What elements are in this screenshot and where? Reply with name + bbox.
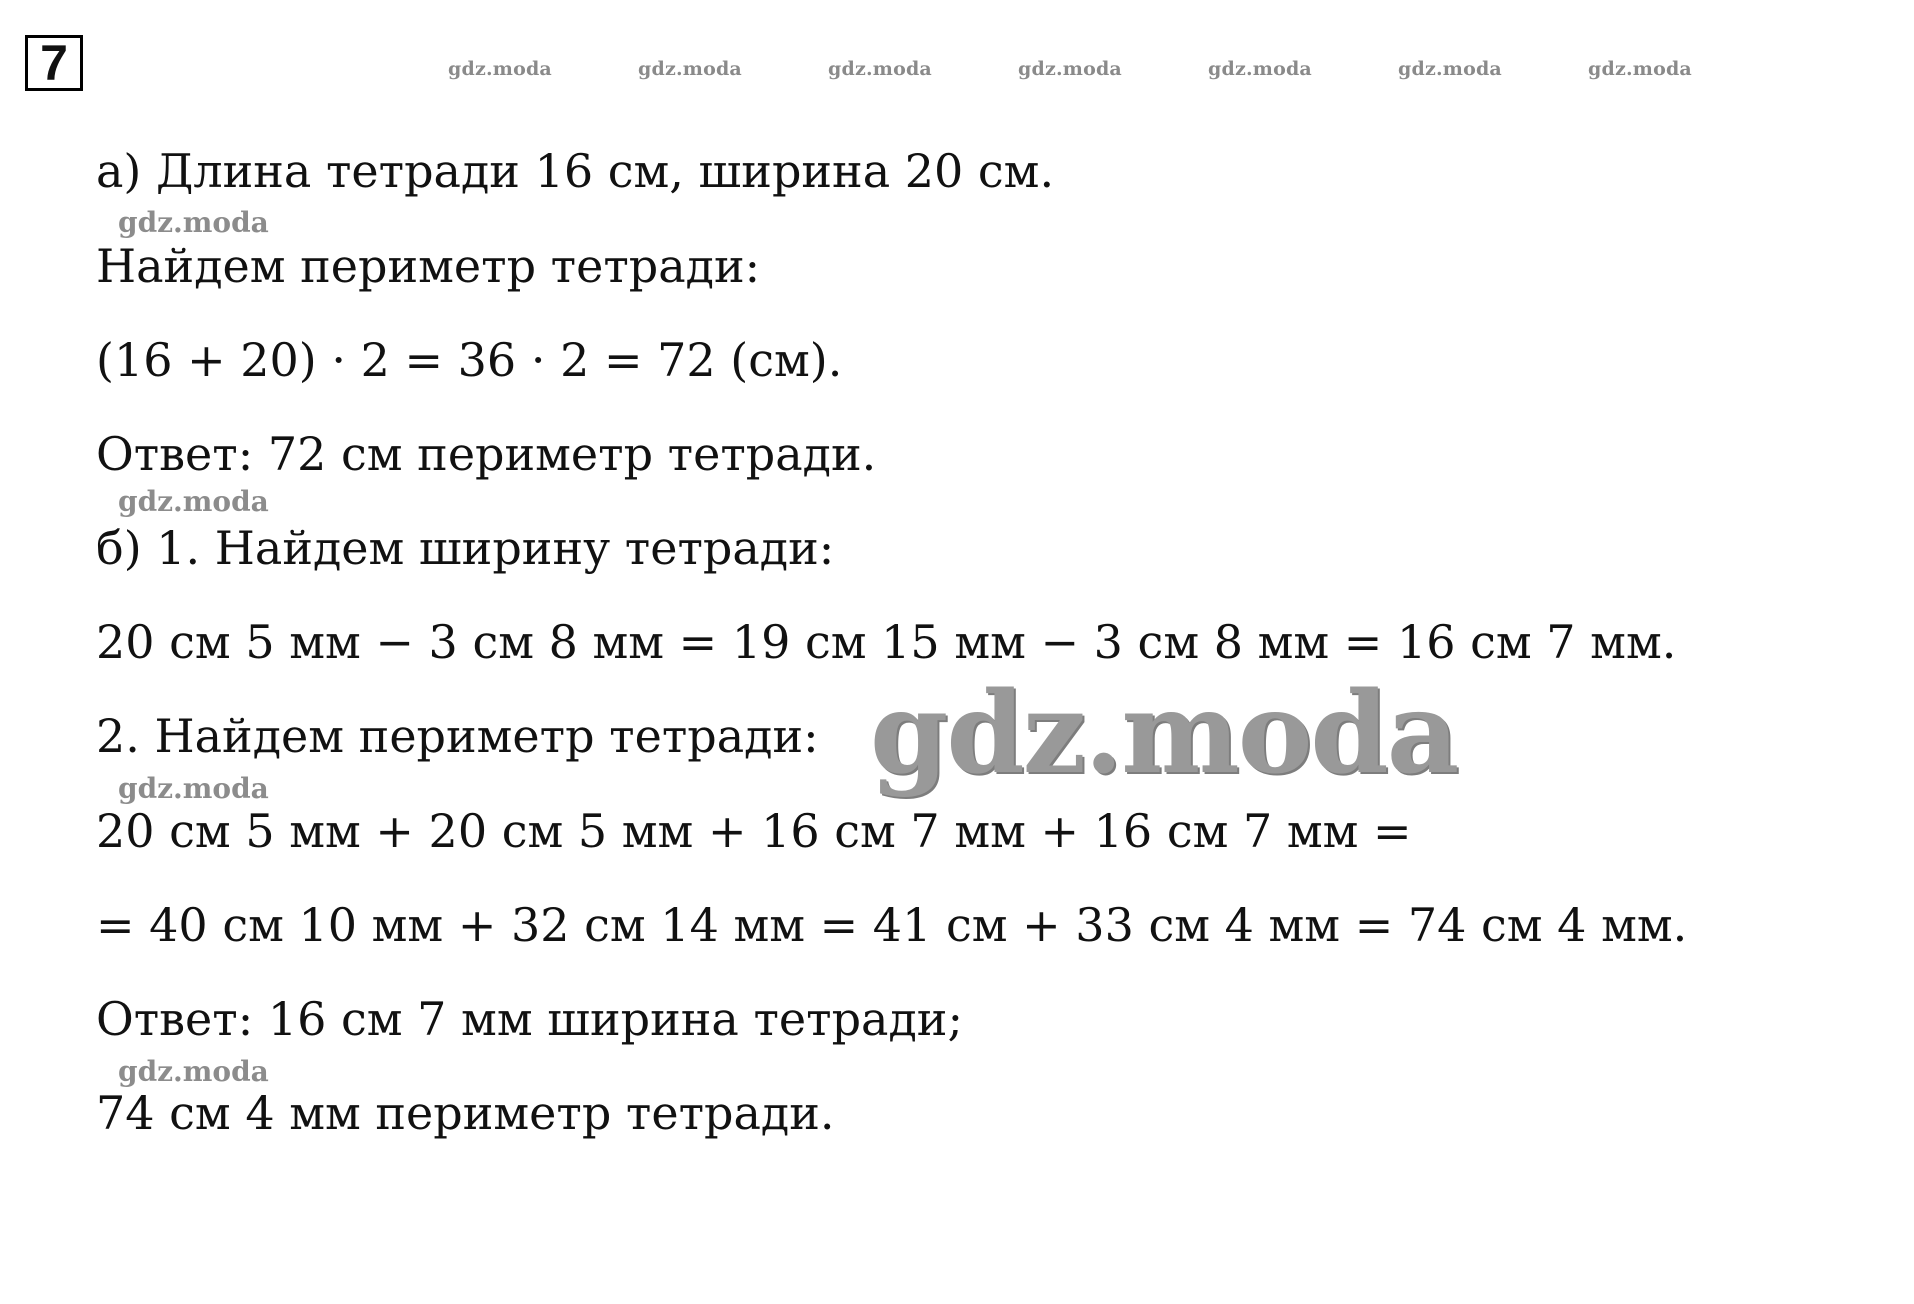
solution-line-4: Ответ: 72 см периметр тетради.	[96, 427, 877, 481]
watermark-large: gdz.moda	[870, 668, 1458, 799]
watermark-top-1: gdz.moda	[448, 58, 552, 80]
solution-line-10: Ответ: 16 см 7 мм ширина тетради;	[96, 992, 963, 1046]
watermark-side-3: gdz.moda	[118, 772, 269, 805]
watermark-side-1: gdz.moda	[118, 206, 269, 239]
watermark-side-4: gdz.moda	[118, 1055, 269, 1088]
solution-line-1: а) Длина тетради 16 см, ширина 20 см.	[96, 144, 1055, 198]
solution-line-11: 74 см 4 мм периметр тетради.	[96, 1086, 835, 1140]
solution-line-8: 20 см 5 мм + 20 см 5 мм + 16 см 7 мм + 16 см 7 мм =	[96, 804, 1412, 858]
watermark-side-2: gdz.moda	[118, 485, 269, 518]
task-number-box: 7	[25, 35, 83, 91]
watermark-top-6: gdz.moda	[1398, 58, 1502, 80]
watermark-top-5: gdz.moda	[1208, 58, 1312, 80]
watermark-top-3: gdz.moda	[828, 58, 932, 80]
watermark-top-7: gdz.moda	[1588, 58, 1692, 80]
solution-line-5: б) 1. Найдем ширину тетради:	[96, 521, 835, 575]
solution-line-3: (16 + 20) · 2 = 36 · 2 = 72 (см).	[96, 333, 843, 387]
solution-line-7: 2. Найдем периметр тетради:	[96, 709, 819, 763]
watermark-top-4: gdz.moda	[1018, 58, 1122, 80]
solution-line-6: 20 см 5 мм − 3 см 8 мм = 19 см 15 мм − 3 см 8 мм = 16 см 7 мм.	[96, 615, 1677, 669]
watermark-top-2: gdz.moda	[638, 58, 742, 80]
solution-line-9: = 40 см 10 мм + 32 см 14 мм = 41 см + 33 см 4 мм = 74 см 4 мм.	[96, 898, 1688, 952]
solution-line-2: Найдем периметр тетради:	[96, 239, 761, 293]
